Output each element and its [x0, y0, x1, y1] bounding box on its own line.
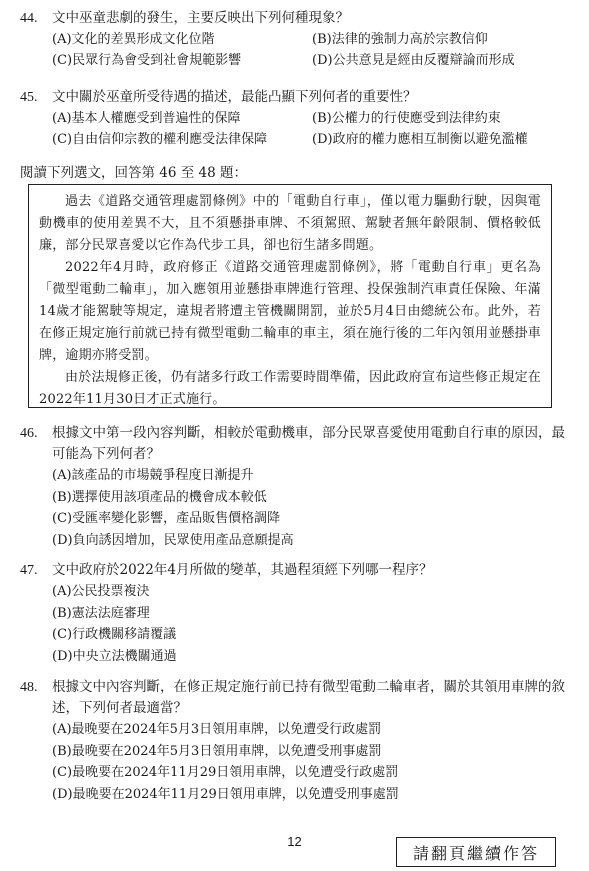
- options-list: [52, 719, 570, 805]
- passage-paragraph: 2022年4月時，政府修正《道路交通管理處罰條例》，將「電動自行車」更名為「微型電動二輪車」，加入應領用並懸掛車牌進行管理、投保強制汽車責任保險、年滿14歲才能駕駛等規定，違規者將遭主管機關開罰，並於5月4日由總統公布。此外，若在修正規定施行前就已持有微型電動二輪車的車主，須在施行後的二年內領用並懸掛車牌，逾期亦將受罰。: [39, 260, 541, 363]
- question-45: [20, 87, 570, 150]
- question-text: 根據文中內容判斷，在修正規定施行前已持有微型電動二輪車者，關於其領用車牌的敘述，下列何者最適當？: [52, 679, 565, 716]
- question-text: 文中巫童悲劇的發生，主要反映出下列何種現象？: [52, 10, 349, 26]
- question-number: 48.: [20, 680, 38, 695]
- question-text: 文中關於巫童所受待遇的描述，最能凸顯下列何者的重要性？: [52, 89, 417, 105]
- question-stem: [20, 560, 570, 581]
- option-b: (B)最晚要在2024年5月3日領用車牌，以免遭受刑事處罰: [52, 743, 382, 759]
- option-c: (C)民眾行為會受到社會規範影響: [52, 53, 242, 68]
- question-number: 45.: [20, 90, 38, 105]
- option-a: (A)基本人權應受到普遍性的保障: [52, 111, 241, 126]
- question-46: [20, 423, 570, 551]
- options-list: [52, 465, 570, 551]
- question-number: 46.: [20, 426, 38, 441]
- question-stem: [20, 677, 570, 719]
- option-d: (D)公共意見是經由反覆辯論而形成: [312, 53, 515, 68]
- option-d: (D)中央立法機關通過: [52, 648, 177, 664]
- question-stem: [20, 423, 570, 465]
- option-c: (C)自由信仰宗教的權利應受法律保障: [52, 132, 268, 147]
- option-b: (B)選擇使用該項產品的機會成本較低: [52, 489, 267, 505]
- question-number: 44.: [20, 11, 38, 26]
- option-a: (A)該產品的市場競爭程度日漸提升: [52, 468, 254, 483]
- options-grid: [52, 108, 570, 150]
- reading-instruction: 閱讀下列選文，回答第 46 至 48 題：: [20, 165, 248, 181]
- page-number: 12: [287, 834, 302, 849]
- option-b: (B)法律的強制力高於宗教信仰: [312, 32, 488, 47]
- passage-paragraph: 由於法規修正後，仍有諸多行政工作需要時間準備，因此政府宣布這些修正規定在2022年11月30日才正式施行。: [39, 370, 541, 407]
- question-48: [20, 677, 570, 805]
- option-a: (A)公民投票複決: [52, 584, 150, 599]
- options-grid: [52, 29, 570, 71]
- turn-page-notice: 請翻頁繼續作答: [396, 837, 556, 867]
- option-d: (D)負向誘因增加，民眾使用產品意願提高: [52, 532, 294, 548]
- option-a: (A)文化的差異形成文化位階: [52, 32, 215, 47]
- option-c: (C)行政機關移請覆議: [52, 627, 177, 642]
- options-list: [52, 581, 570, 667]
- question-number: 47.: [20, 563, 38, 578]
- option-c: (C)最晚要在2024年11月29日領用車牌，以免遭受行政處罰: [52, 765, 399, 780]
- option-a: (A)最晚要在2024年5月3日領用車牌，以免遭受行政處罰: [52, 722, 382, 737]
- question-47: [20, 560, 570, 667]
- question-44: [20, 8, 570, 71]
- option-c: (C)受匯率變化影響，產品販售價格調降: [52, 511, 281, 526]
- question-text: 根據文中第一段內容判斷，相較於電動機車，部分民眾喜愛使用電動自行車的原因，最可能為下列何者？: [52, 425, 565, 462]
- reading-passage: [28, 184, 552, 408]
- option-b: (B)憲法法庭審理: [52, 605, 150, 621]
- option-b: (B)公權力的行使應受到法律約束: [312, 111, 501, 126]
- question-stem: [20, 87, 570, 108]
- passage-paragraph: 過去《道路交通管理處罰條例》中的「電動自行車」，僅以電力驅動行駛，因與電動機車的使用差異不大，且不須懸掛車牌、不須駕照、駕駛者無年齡限制、價格較低廉，部分民眾喜愛以它作為代步工具，卻也衍生諸多問題。: [39, 194, 541, 253]
- option-d: (D)最晚要在2024年11月29日領用車牌，以免遭受刑事處罰: [52, 786, 399, 802]
- question-stem: [20, 8, 570, 29]
- option-d: (D)政府的權力應相互制衡以避免濫權: [312, 132, 528, 147]
- question-text: 文中政府於2022年4月所做的變革，其過程須經下列哪一程序？: [52, 562, 433, 578]
